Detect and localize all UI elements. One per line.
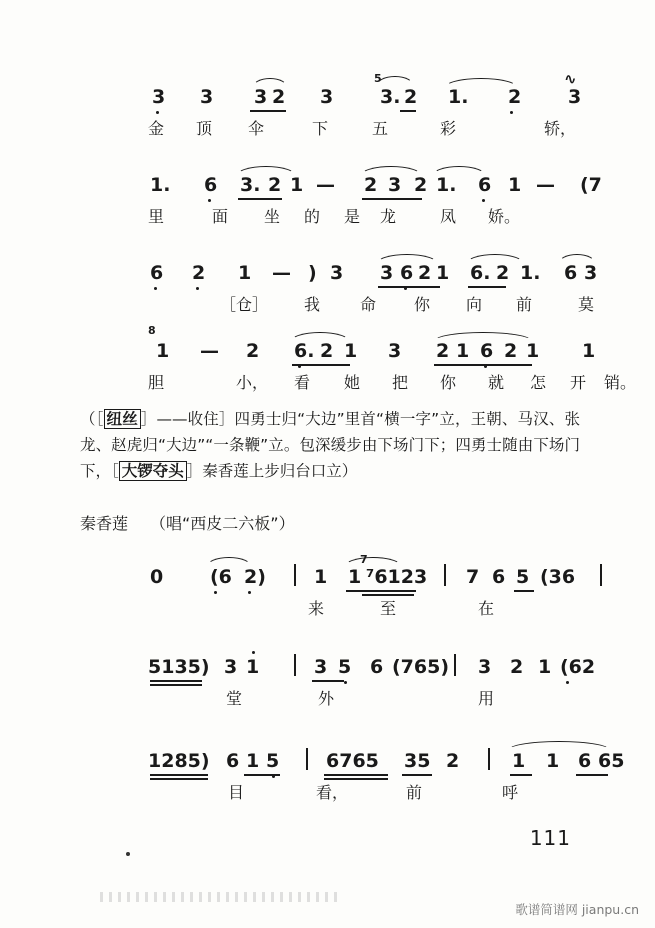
note: 1 xyxy=(538,656,552,678)
note: 1 xyxy=(290,174,304,196)
note-row-5 xyxy=(148,553,618,594)
note: 1 xyxy=(508,174,522,196)
slur-mark xyxy=(466,254,524,264)
note: 2 xyxy=(508,86,522,108)
note: 1. xyxy=(448,86,469,108)
lyric: 面 xyxy=(212,207,229,226)
note: 65 xyxy=(598,750,625,772)
note: 2 xyxy=(404,86,418,108)
slur-mark xyxy=(344,557,402,567)
lyric: 你 xyxy=(440,373,457,392)
lyric-row-3 xyxy=(148,290,618,314)
slur-mark xyxy=(432,166,486,176)
note: 2 xyxy=(414,174,428,196)
beam xyxy=(434,364,532,366)
note: ) xyxy=(308,262,317,284)
lyric: 开 xyxy=(570,373,587,392)
note: 5 xyxy=(516,566,530,588)
note: 3 xyxy=(320,86,334,108)
beam xyxy=(362,198,422,200)
note: 1 xyxy=(246,750,260,772)
ink-dot xyxy=(126,852,130,856)
music-line-5 xyxy=(148,553,618,620)
note: 6. xyxy=(294,340,315,362)
note-row-3 xyxy=(148,254,618,290)
beam xyxy=(400,110,416,112)
music-line-4 xyxy=(148,324,637,394)
note: 6. xyxy=(470,262,491,284)
note: 2 xyxy=(496,262,510,284)
lyric: 小， xyxy=(236,373,269,392)
note: 2 xyxy=(504,340,518,362)
barline xyxy=(294,564,296,586)
lyric: 在 xyxy=(478,599,495,618)
note: 3 xyxy=(568,86,582,108)
lyric: 凤 xyxy=(440,207,457,226)
note: 1 xyxy=(546,750,560,772)
lyric-row-7 xyxy=(148,778,618,802)
beam xyxy=(150,774,208,776)
note: 3. xyxy=(240,174,261,196)
note: 3 xyxy=(478,656,492,678)
beam xyxy=(402,774,432,776)
lyric: 伞 xyxy=(248,119,265,138)
scan-artifact xyxy=(100,892,340,902)
lyric: 龙 xyxy=(380,207,397,226)
note: 2 xyxy=(268,174,282,196)
lyric: 里 xyxy=(148,207,165,226)
lyric: 就 xyxy=(488,373,505,392)
lyric: 看， xyxy=(316,783,349,802)
note: 6 xyxy=(480,340,494,362)
note: 1285) xyxy=(148,750,210,772)
lyric: 金 xyxy=(148,119,165,138)
lyric: 至 xyxy=(380,599,397,618)
lyric: 堂 xyxy=(226,689,243,708)
note: 5135) xyxy=(148,656,210,678)
lyric: 用 xyxy=(478,689,495,708)
slur-mark xyxy=(444,78,518,88)
slur-mark xyxy=(506,741,612,751)
note: 35 xyxy=(404,750,431,772)
note-row-6 xyxy=(148,648,618,684)
note: 3 xyxy=(200,86,214,108)
lyric: 我 xyxy=(304,295,321,314)
note: 1 xyxy=(526,340,540,362)
note: 3 xyxy=(254,86,268,108)
cue-term-daluoduotou: 大锣夺头 xyxy=(119,461,187,481)
lyric-row-5 xyxy=(148,594,618,618)
beam xyxy=(312,680,344,682)
barline xyxy=(306,748,308,770)
music-line-7 xyxy=(148,742,625,804)
barline xyxy=(488,748,490,770)
lyric: 轿， xyxy=(544,119,577,138)
lyric: 莫 xyxy=(578,295,595,314)
note: 6 xyxy=(204,174,218,196)
stage-text-part-2: ］——收住］四勇士归“大边”里首“横一字”立，王朝、马汉、张龙、赵虎归“大边”“一条鞭”立。包深缓步由下场门下；四勇士随由下场门下，［ xyxy=(80,410,580,480)
grace-note: 5 xyxy=(374,72,382,85)
beam xyxy=(250,110,286,112)
stage-direction-paragraph xyxy=(80,406,580,484)
note-row-2 xyxy=(148,166,618,202)
note: — xyxy=(316,174,335,196)
slur-mark xyxy=(290,332,350,342)
slur-mark xyxy=(252,78,288,88)
lyric: 销。 xyxy=(604,373,637,392)
note: 1 xyxy=(582,340,596,362)
note: 2 xyxy=(418,262,432,284)
lyric: 你 xyxy=(414,295,431,314)
cue-term-niusi: 纽丝 xyxy=(104,409,141,429)
note: 3 xyxy=(330,262,344,284)
note: 5 xyxy=(266,750,280,772)
lyric: 看 xyxy=(294,373,311,392)
role-name: 秦香莲 xyxy=(80,514,129,533)
barline xyxy=(600,564,602,586)
note: 1 xyxy=(246,656,260,678)
note: ⁷6123 xyxy=(366,566,428,588)
note: — xyxy=(536,174,555,196)
lyric: 前 xyxy=(516,295,533,314)
note: 2 xyxy=(192,262,206,284)
note: (765) xyxy=(392,656,450,678)
beam xyxy=(238,198,282,200)
lyric: 的 xyxy=(304,207,321,226)
lyric-row-1 xyxy=(148,114,618,138)
lyric: 前 xyxy=(406,783,423,802)
note: 6 xyxy=(492,566,506,588)
note: 0 xyxy=(150,566,164,588)
note: 6 xyxy=(226,750,240,772)
music-line-3 xyxy=(148,254,618,316)
beam xyxy=(150,680,202,682)
octave-dot xyxy=(252,651,255,654)
beam xyxy=(510,774,532,776)
lyric: 是 xyxy=(344,207,361,226)
note: (6 xyxy=(210,566,232,588)
lyric: 五 xyxy=(372,119,389,138)
note: 6765 xyxy=(326,750,379,772)
lyric: 外 xyxy=(318,689,335,708)
note: — xyxy=(200,340,219,362)
note: 6 xyxy=(370,656,384,678)
note: 2 xyxy=(364,174,378,196)
slur-mark xyxy=(360,166,422,176)
note: 6 xyxy=(564,262,578,284)
watermark: 歌谱简谱网 jianpu.cn xyxy=(515,902,639,917)
note-row-4 xyxy=(148,324,618,368)
note: 1. xyxy=(150,174,171,196)
note: 1 xyxy=(238,262,252,284)
note: 6 xyxy=(150,262,164,284)
lyric: 彩 xyxy=(440,119,457,138)
note: (62 xyxy=(560,656,596,678)
stage-text-part-3: ］秦香莲上步归台口立） xyxy=(186,462,358,480)
lyric: 怎 xyxy=(530,373,547,392)
music-line-6 xyxy=(148,648,618,710)
barline xyxy=(444,564,446,586)
note: 1 xyxy=(344,340,358,362)
note: 2 xyxy=(436,340,450,362)
beam xyxy=(324,774,388,776)
note: 3 xyxy=(584,262,598,284)
note: 3 xyxy=(224,656,238,678)
note: 3 xyxy=(388,340,402,362)
note: 1 xyxy=(512,750,526,772)
lyric: 娇。 xyxy=(488,207,521,226)
lyric: 命 xyxy=(360,295,377,314)
grace-note: 8 xyxy=(148,324,156,337)
note: 7 xyxy=(466,566,480,588)
grace-note: 7 xyxy=(360,553,368,566)
lyric-stage: ［仓］ xyxy=(220,295,269,314)
note: 3 xyxy=(152,86,166,108)
note: 2 xyxy=(272,86,286,108)
lyric: 坐 xyxy=(264,207,281,226)
note: 2 xyxy=(510,656,524,678)
lyric: 胆 xyxy=(148,373,165,392)
note: (36 xyxy=(540,566,576,588)
note: — xyxy=(272,262,291,284)
note: 6 xyxy=(400,262,414,284)
note-row-1 xyxy=(148,70,618,114)
note: 2 xyxy=(320,340,334,362)
note: 3. xyxy=(380,86,401,108)
slur-mark xyxy=(432,332,534,342)
beam xyxy=(346,590,416,592)
note: (7 xyxy=(580,174,602,196)
note: 1. xyxy=(436,174,457,196)
beam xyxy=(378,286,440,288)
note: 1 xyxy=(456,340,470,362)
lyric-row-6 xyxy=(148,684,618,708)
lyric: 向 xyxy=(466,295,483,314)
lyric: 下 xyxy=(312,119,329,138)
note: 5 xyxy=(338,656,352,678)
note: 1. xyxy=(520,262,541,284)
note: 2 xyxy=(446,750,460,772)
trill-icon: ∿ xyxy=(564,70,577,88)
slur-mark xyxy=(236,166,296,176)
lyric-row-2 xyxy=(148,202,618,226)
note: 1 xyxy=(156,340,170,362)
slur-mark xyxy=(206,557,252,567)
lyric-row-4 xyxy=(148,368,637,392)
beam xyxy=(514,590,534,592)
barline xyxy=(294,654,296,676)
note: 3 xyxy=(380,262,394,284)
lyric: 她 xyxy=(344,373,361,392)
barline xyxy=(454,654,456,676)
note: 3 xyxy=(388,174,402,196)
music-line-2 xyxy=(148,166,618,228)
beam xyxy=(576,774,608,776)
note: 3 xyxy=(314,656,328,678)
note-row-7 xyxy=(148,742,625,778)
note: 6 xyxy=(578,750,592,772)
lyric: 顶 xyxy=(196,119,213,138)
lyric: 呼 xyxy=(502,783,519,802)
stage-text-part-1: （［ xyxy=(80,410,104,428)
note: 1 xyxy=(348,566,362,588)
note: 1 xyxy=(436,262,450,284)
note: 2 xyxy=(246,340,260,362)
lyric: 来 xyxy=(308,599,325,618)
page-number: 111 xyxy=(529,826,571,850)
lyric: 把 xyxy=(392,373,409,392)
note: 6 xyxy=(478,174,492,196)
beam xyxy=(468,286,506,288)
lyric: 目 xyxy=(228,783,245,802)
slur-mark xyxy=(376,254,438,264)
note: 2) xyxy=(244,566,266,588)
role-cue xyxy=(80,511,295,534)
note: 1 xyxy=(314,566,328,588)
music-line-1 xyxy=(148,70,618,140)
role-direction: （唱“西皮二六板”） xyxy=(150,514,295,533)
slur-mark xyxy=(376,76,414,86)
slur-mark xyxy=(558,254,596,264)
